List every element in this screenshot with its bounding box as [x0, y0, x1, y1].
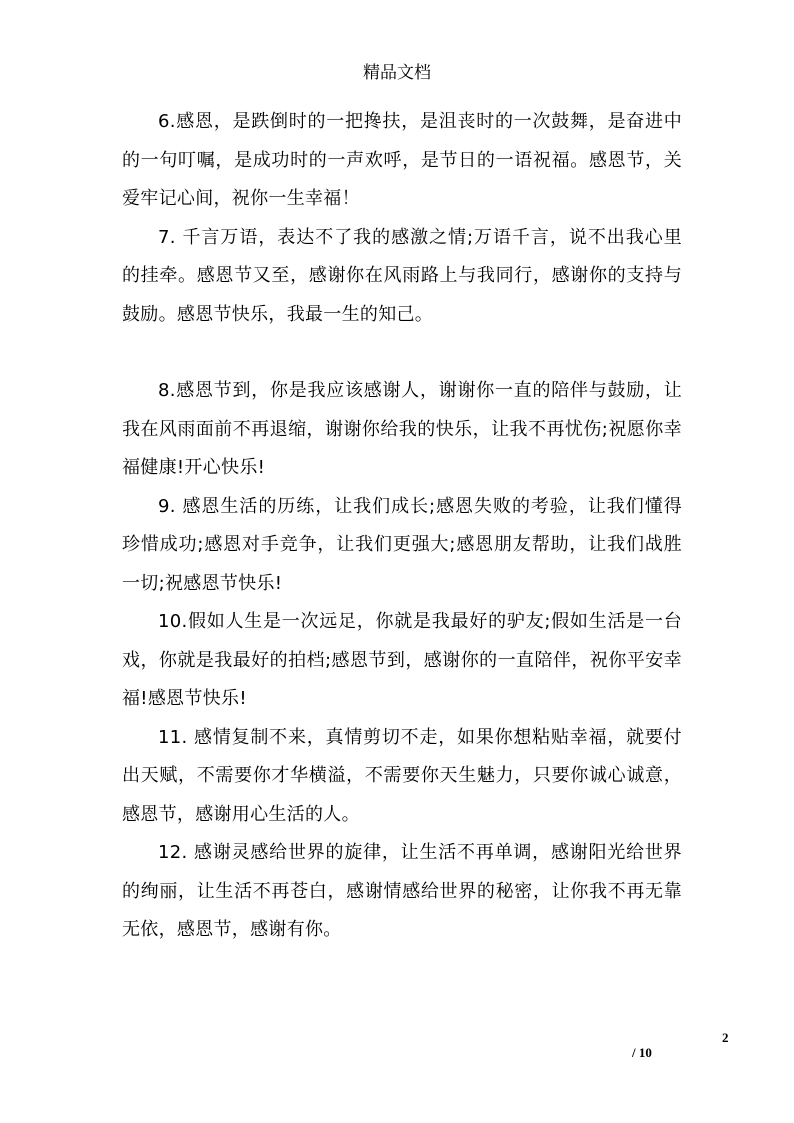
- paragraph-8: 8.感恩节到，你是我应该感谢人，谢谢你一直的陪伴与鼓励，让我在风雨面前不再退缩，谢谢你给我的快乐，让我不再忧伤;祝愿你幸福健康!开心快乐!: [122, 380, 682, 478]
- page-header-title: 精品文档: [363, 63, 431, 83]
- page-total: / 10: [632, 1045, 652, 1060]
- page-number: 2: [722, 1030, 729, 1045]
- paragraph-9: 9. 感恩生活的历练，让我们成长;感恩失败的考验，让我们懂得珍惜成功;感恩对手竞争，让我们更强大;感恩朋友帮助，让我们战胜一切;祝感恩节快乐!: [122, 495, 682, 594]
- paragraph-12: 12. 感谢灵感给世界的旋律，让生活不再单调，感谢阳光给世界的绚丽，让生活不再苍白，感谢情感给世界的秘密，让你我不再无靠无依，感恩节，感谢有你。: [122, 842, 682, 940]
- document-body: [122, 103, 682, 950]
- paragraph-10: 10.假如人生是一次远足，你就是我最好的驴友;假如生活是一台戏，你就是我最好的拍档;感恩节到，感谢你的一直陪伴，祝你平安幸福!感恩节快乐!: [122, 611, 682, 709]
- paragraph-11: 11. 感情复制不来，真情剪切不走，如果你想粘贴幸福，就要付出天赋，不需要你才华横溢，不需要你天生魅力，只要你诚心诚意，感恩节，感谢用心生活的人。: [122, 726, 682, 825]
- paragraph-7: 7. 千言万语，表达不了我的感激之情;万语千言，说不出我心里的挂牵。感恩节又至，感谢你在风雨路上与我同行，感谢你的支持与鼓励。感恩节快乐，我最一生的知己。: [122, 226, 682, 325]
- paragraph-6: 6.感恩，是跌倒时的一把搀扶，是沮丧时的一次鼓舞，是奋进中的一句叮嘱，是成功时的一声欢呼，是节日的一语祝福。感恩节，关爱牢记心间，祝你一生幸福！: [122, 111, 682, 209]
- paragraph-gap: [122, 334, 682, 372]
